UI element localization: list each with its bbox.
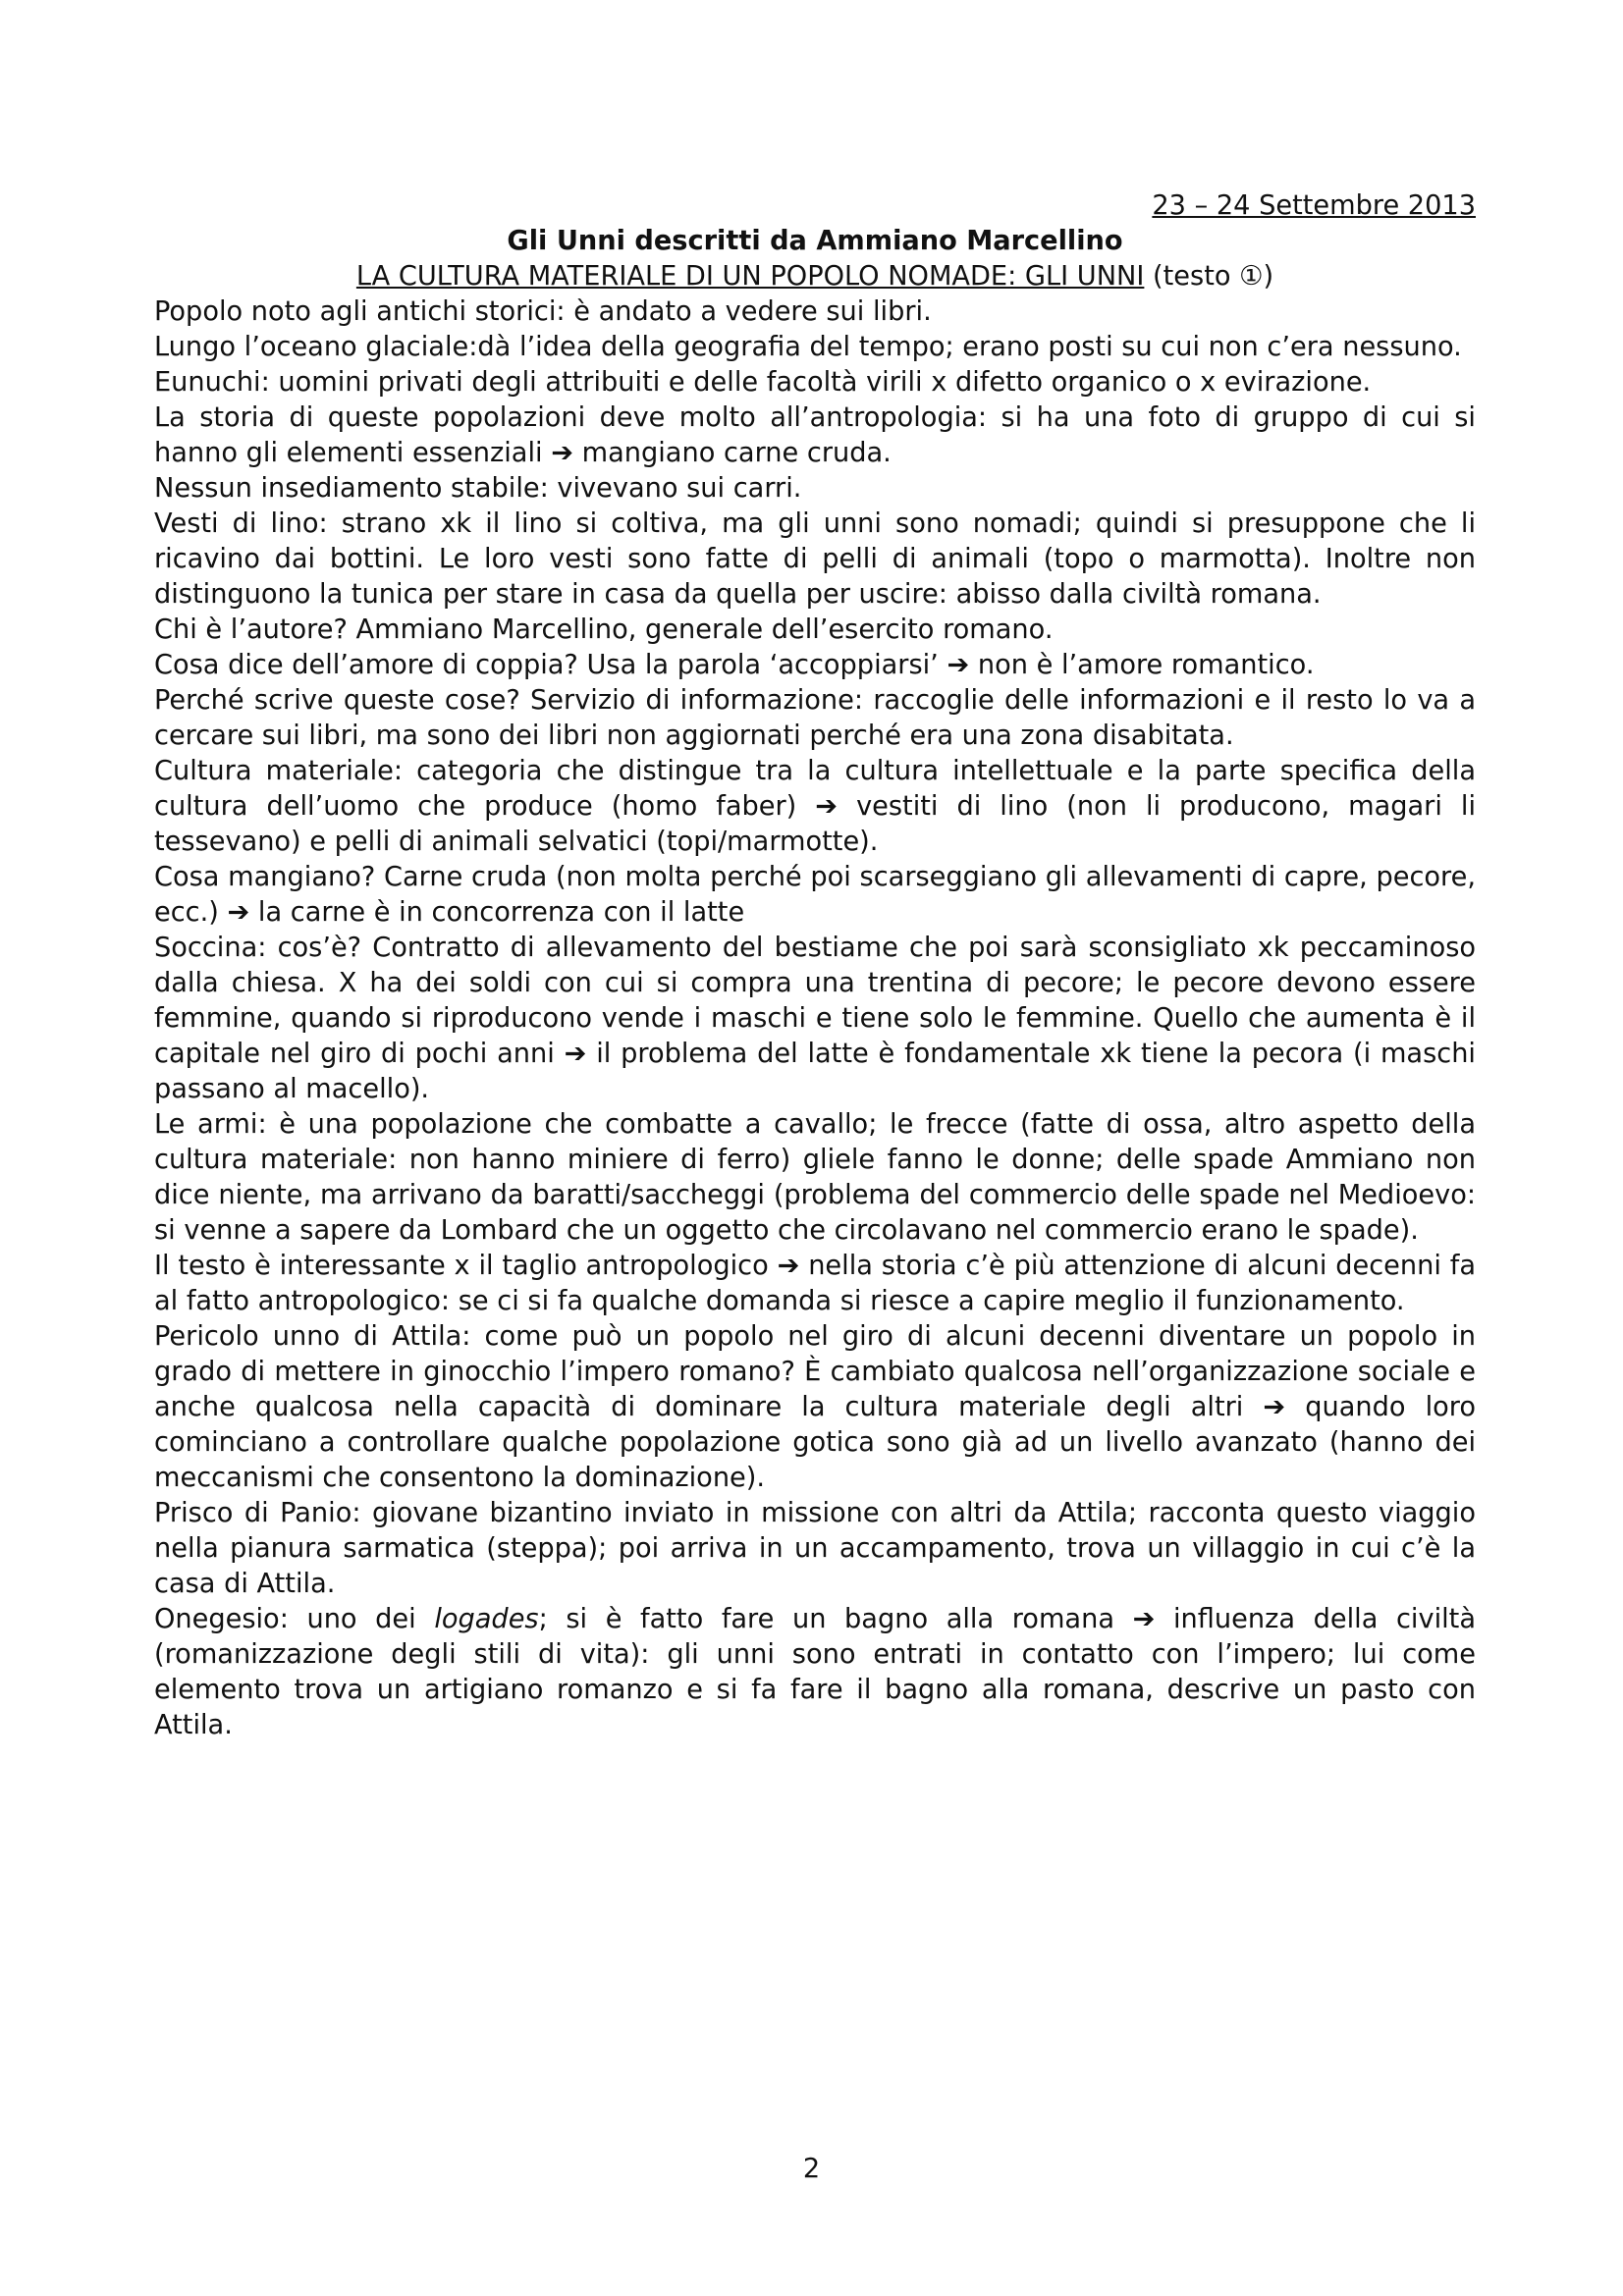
paragraph [154, 860, 1476, 931]
paragraph [154, 507, 1476, 613]
document-title: Gli Unni descritti da Ammiano Marcellino [507, 226, 1123, 256]
paragraph-text: Cosa dice dell’amore di coppia? Usa la parola ‘accoppiarsi’ ➔ non è l’amore romantico. [154, 650, 1315, 680]
paragraph-text: Le armi: è una popolazione che combatte a cavallo; le frecce (fatte di ossa, altro aspetto della cultura materiale: non hanno miniere di ferro) gliele fanno le donne; delle spade Ammiano non dice niente, ma arrivano da baratti/saccheggi (problema del commercio delle spade nel Medioevo: si venne a sapere da Lombard che un oggetto che circolavano nel commercio erano le spade). [154, 1109, 1476, 1246]
paragraph [154, 1319, 1476, 1496]
subtitle-underlined: LA CULTURA MATERIALE DI UN POPOLO NOMADE: GLI UNNI [355, 261, 1145, 292]
paragraph-text: Soccina: cos’è? Contratto di allevamento del bestiame che poi sarà sconsigliato xk peccaminoso dalla chiesa. X ha dei soldi con cui si compra una trentina di pecore; le pecore devono essere femmine, quando si riproducono vende i maschi e tiene solo le femmine. Quello che aumenta è il capitale nel giro di pochi anni ➔ il problema del latte è fondamentale xk tiene la pecora (i maschi passano al macello). [154, 933, 1476, 1104]
paragraph-text: Il testo è interessante x il taglio antropologico ➔ nella storia c’è più attenzione di alcuni decenni fa al fatto antropologico: se ci si fa qualche domanda si riesce a capire meglio il funzionamento. [154, 1251, 1476, 1316]
paragraph [154, 648, 1476, 683]
document-page [154, 188, 1476, 1743]
document-subtitle [154, 259, 1476, 294]
body-text [154, 294, 1476, 1743]
paragraph [154, 1602, 1476, 1743]
paragraph-emphasis: logades [434, 1604, 539, 1634]
paragraph [154, 1249, 1476, 1319]
paragraph-text-cont: ; si è fatto fare un bagno alla romana ➔ influenza della civiltà (romanizzazione degli stili di vita): gli unni sono entrati in contatto con l’impero; lui come elemento trova un artigiano romanzo e si fa fare il bagno alla romana, descrive un pasto con Attila. [154, 1604, 1477, 1740]
paragraph-text: Cultura materiale: categoria che distingue tra la cultura intellettuale e la parte specifica della cultura dell’uomo che produce (homo faber) ➔ vestiti di lino (non li producono, magari li tessevano) e pelli di animali selvatici (topi/marmotte). [154, 756, 1476, 857]
paragraph-text: Cosa mangiano? Carne cruda (non molta perché poi scarseggiano gli allevamenti di capre, pecore, ecc.) ➔ la carne è in concorrenza con il latte [154, 862, 1476, 928]
document-date: 23 – 24 Settembre 2013 [1152, 190, 1476, 221]
page-number: 2 [802, 2154, 821, 2184]
paragraph-text: Onegesio: uno dei [154, 1604, 435, 1634]
paragraph-text: Eunuchi: uomini privati degli attribuiti e delle facoltà virili x difetto organico o x evirazione. [154, 367, 1372, 398]
paragraph-text: La storia di queste popolazioni deve molto all’antropologia: si ha una foto di gruppo di cui si hanno gli elementi essenziali ➔ mangiano carne cruda. [154, 402, 1476, 468]
paragraph [154, 754, 1476, 860]
paragraph [154, 613, 1476, 648]
paragraph-text: Nessun insediamento stabile: vivevano sui carri. [154, 473, 802, 504]
paragraph [154, 365, 1476, 400]
paragraph [154, 294, 1476, 330]
paragraph [154, 683, 1476, 754]
paragraph [154, 471, 1476, 507]
paragraph-text: Perché scrive queste cose? Servizio di informazione: raccoglie delle informazioni e il resto lo va a cercare sui libri, ma sono dei libri non aggiornati perché era una zona disabitata. [154, 685, 1476, 751]
paragraph [154, 1107, 1476, 1249]
paragraph [154, 330, 1476, 365]
paragraph-text: Lungo l’oceano glaciale:dà l’idea della geografia del tempo; erano posti su cui non c’era nessuno. [154, 332, 1462, 362]
paragraph-text: Prisco di Panio: giovane bizantino inviato in missione con altri da Attila; racconta questo viaggio nella pianura sarmatica (steppa); poi arriva in un accampamento, trova un villaggio in cui c’è la casa di Attila. [154, 1498, 1476, 1599]
paragraph [154, 1496, 1476, 1602]
paragraph-text: Vesti di lino: strano xk il lino si coltiva, ma gli unni sono nomadi; quindi si presuppone che li ricavino dai bottini. Le loro vesti sono fatte di pelli di animali (topo o marmotta). Inoltre non distinguono la tunica per stare in casa da quella per uscire: abisso dalla civiltà romana. [154, 508, 1476, 610]
paragraph-text: Chi è l’autore? Ammiano Marcellino, generale dell’esercito romano. [154, 614, 1054, 645]
paragraph-text: Pericolo unno di Attila: come può un popolo nel giro di alcuni decenni diventare un popolo in grado di mettere in ginocchio l’impero romano? È cambiato qualcosa nell’organizzazione sociale e anche qualcosa nella capacità di dominare la cultura materiale degli altri ➔ quando loro cominciano a controllare qualche popolazione gotica sono già ad un livello avanzato (hanno dei meccanismi che consentono la dominazione). [154, 1321, 1476, 1493]
paragraph [154, 931, 1476, 1107]
paragraph-text: Popolo noto agli antichi storici: è andato a vedere sui libri. [154, 296, 932, 327]
subtitle-note: (testo ①) [1144, 261, 1274, 292]
paragraph [154, 400, 1476, 471]
